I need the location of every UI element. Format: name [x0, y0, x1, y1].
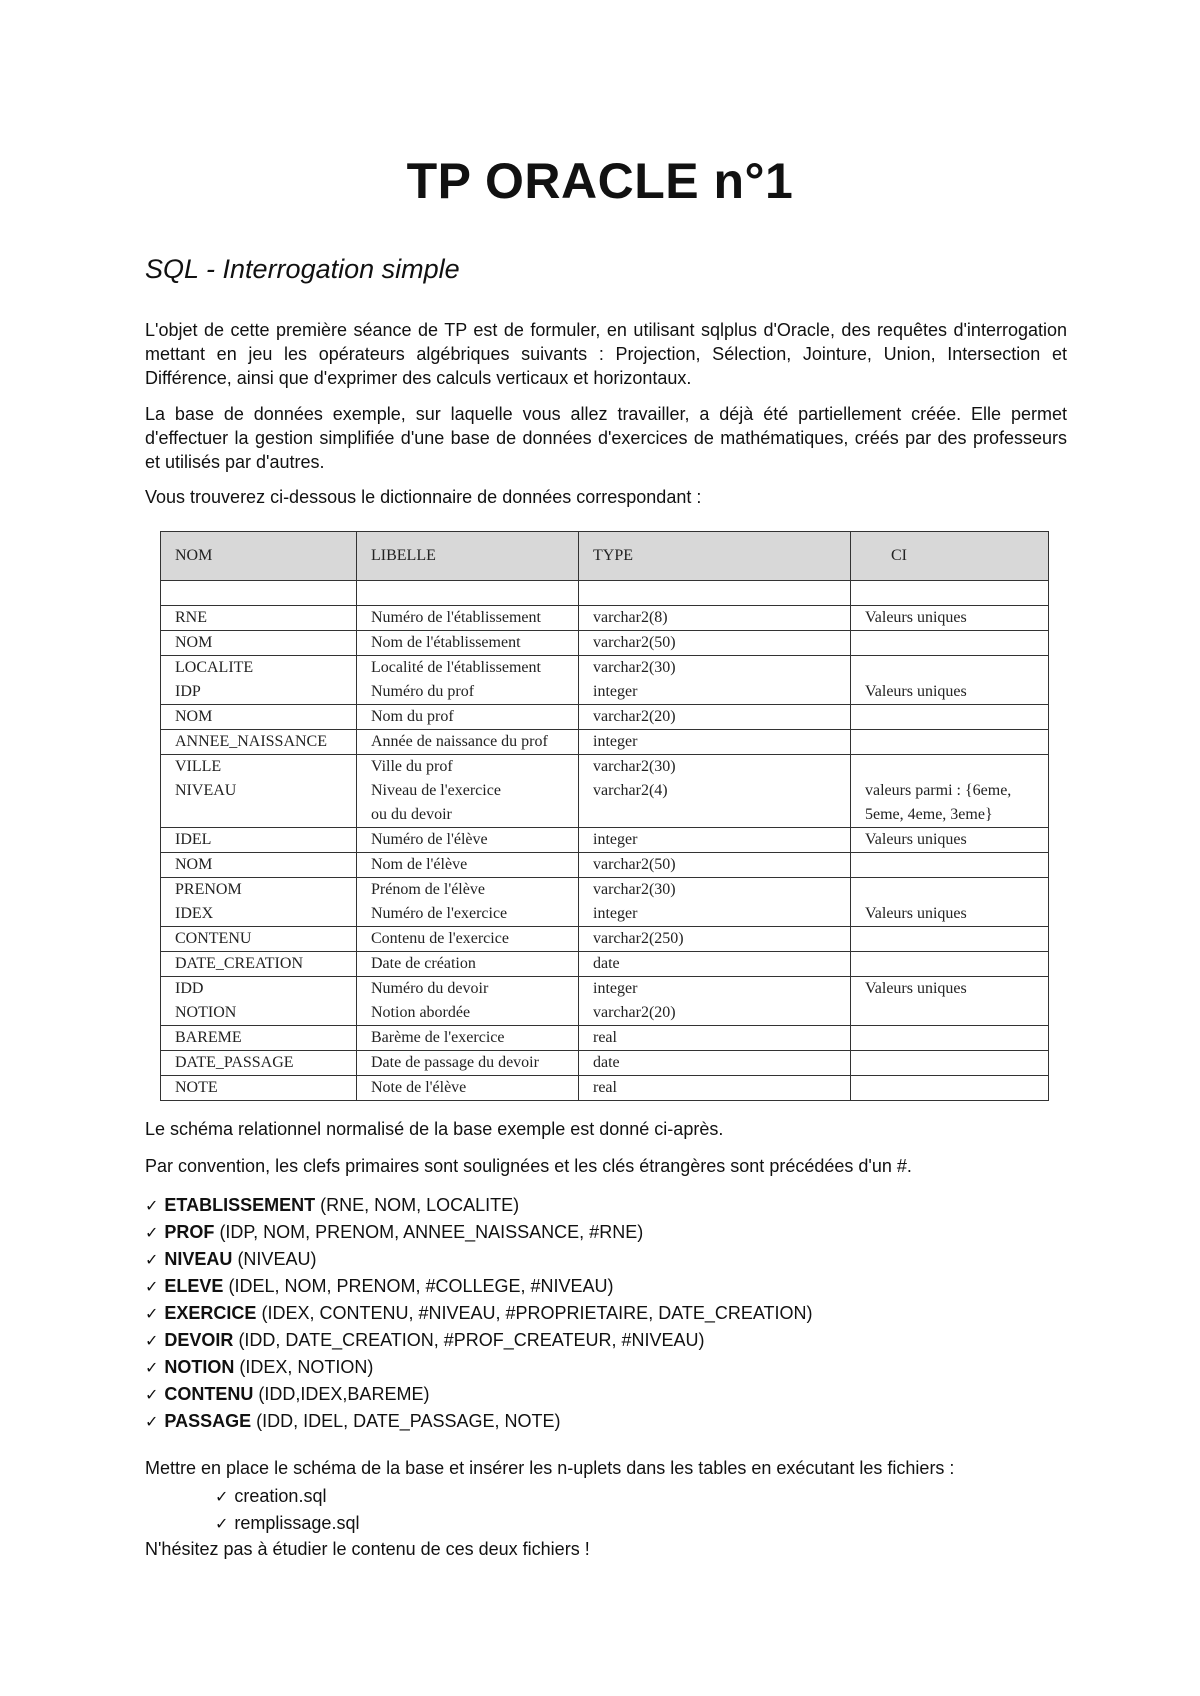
cell-ci [851, 631, 1049, 656]
schema-item [145, 1219, 813, 1246]
table-row [161, 755, 1049, 828]
cell-type: varchar2(30) integer [579, 656, 851, 705]
table-header-row [161, 532, 1049, 581]
cell-libelle: Prénom de l'élève Numéro de l'exercice [357, 878, 579, 927]
sql-file-name: remplissage.sql [234, 1513, 360, 1533]
cell-ci [851, 1026, 1049, 1051]
cell-nom: ANNEE_NAISSANCE [161, 730, 357, 755]
cell-libelle: Localité de l'établissement Numéro du prof [357, 656, 579, 705]
schema-item [145, 1246, 813, 1273]
schema-item [145, 1381, 813, 1408]
schema-item [145, 1273, 813, 1300]
table-attributes: (IDEX, NOTION) [239, 1357, 374, 1377]
cell-nom: BAREME [161, 1026, 357, 1051]
cell-nom: VILLE NIVEAU [161, 755, 357, 828]
checkmark-icon: ✓ [145, 1385, 159, 1404]
cell-libelle: Date de passage du devoir [357, 1051, 579, 1076]
table-name: PASSAGE [164, 1411, 252, 1431]
checkmark-icon: ✓ [145, 1331, 159, 1350]
cell-ci [851, 1051, 1049, 1076]
cell-type: varchar2(20) [579, 705, 851, 730]
database-paragraph: La base de données exemple, sur laquelle vous allez travailler, a déjà été partiellement créée. Elle permet d'effectuer la gestion simplifiée d'une base de données d'exercices de mathématiques, créés par des professeurs et utilisés par d'autres. [145, 404, 1067, 472]
cell-nom: NOM [161, 631, 357, 656]
cell-type: real [579, 1076, 851, 1101]
checkmark-icon: ✓ [145, 1277, 159, 1296]
table-name: DEVOIR [164, 1330, 234, 1350]
cell-libelle: Numéro de l'élève [357, 828, 579, 853]
table-attributes: (IDEX, CONTENU, #NIVEAU, #PROPRIETAIRE, DATE_CREATION) [261, 1303, 813, 1323]
cell-ci: Valeurs uniques [851, 828, 1049, 853]
table-row [161, 878, 1049, 927]
cell-ci: Valeurs uniques [851, 656, 1049, 705]
cell-type: integer varchar2(20) [579, 977, 851, 1026]
checkmark-icon: ✓ [145, 1250, 159, 1269]
checkmark-icon: ✓ [145, 1358, 159, 1377]
cell-nom: IDD NOTION [161, 977, 357, 1026]
table-row [161, 730, 1049, 755]
table-attributes: (NIVEAU) [237, 1249, 317, 1269]
cell-ci [851, 927, 1049, 952]
checkmark-icon: ✓ [145, 1223, 159, 1242]
cell-libelle: Contenu de l'exercice [357, 927, 579, 952]
cell-libelle: Nom de l'élève [357, 853, 579, 878]
cell-nom: RNE [161, 606, 357, 631]
table-row [161, 705, 1049, 730]
table-row [161, 656, 1049, 705]
cell-nom: LOCALITE IDP [161, 656, 357, 705]
table-name: ELEVE [164, 1276, 224, 1296]
sql-file-name: creation.sql [234, 1486, 327, 1506]
closing-note: N'hésitez pas à étudier le contenu de ces deux fichiers ! [145, 1539, 590, 1559]
schema-item [145, 1354, 813, 1381]
cell-ci [851, 952, 1049, 977]
table-name: EXERCICE [164, 1303, 257, 1323]
cell-type: varchar2(8) [579, 606, 851, 631]
checkmark-icon: ✓ [215, 1514, 229, 1533]
cell-nom: NOTE [161, 1076, 357, 1101]
page-title: TP ORACLE n°1 [406, 153, 794, 209]
cell-ci: Valeurs uniques [851, 878, 1049, 927]
table-spacer-row [161, 581, 1049, 606]
checkmark-icon: ✓ [215, 1487, 229, 1506]
cell-libelle: Numéro du devoir Notion abordée [357, 977, 579, 1026]
table-name: NOTION [164, 1357, 235, 1377]
cell-type: date [579, 952, 851, 977]
table-attributes: (IDD, IDEL, DATE_PASSAGE, NOTE) [256, 1411, 561, 1431]
cell-type: integer [579, 730, 851, 755]
table-row [161, 1051, 1049, 1076]
table-row [161, 606, 1049, 631]
cell-ci [851, 730, 1049, 755]
table-attributes: (IDP, NOM, PRENOM, ANNEE_NAISSANCE, #RNE) [219, 1222, 644, 1242]
checkmark-icon: ✓ [145, 1304, 159, 1323]
table-name: CONTENU [164, 1384, 254, 1404]
cell-type: real [579, 1026, 851, 1051]
table-attributes: (IDD, DATE_CREATION, #PROF_CREATEUR, #NIVEAU) [238, 1330, 705, 1350]
data-dictionary-table [160, 531, 1049, 1101]
table-row [161, 1076, 1049, 1101]
cell-libelle: Note de l'élève [357, 1076, 579, 1101]
table-row [161, 1026, 1049, 1051]
cell-nom: CONTENU [161, 927, 357, 952]
table-row [161, 631, 1049, 656]
table-row [161, 977, 1049, 1026]
setup-instructions: Mettre en place le schéma de la base et insérer les n-uplets dans les tables en exécutant les fichiers : [145, 1458, 955, 1478]
schema-item [145, 1327, 813, 1354]
schema-item [145, 1192, 813, 1219]
cell-libelle: Nom du prof [357, 705, 579, 730]
header-type: TYPE [579, 532, 851, 581]
table-attributes: (IDEL, NOM, PRENOM, #COLLEGE, #NIVEAU) [228, 1276, 614, 1296]
intro-paragraph: L'objet de cette première séance de TP est de formuler, en utilisant sqlplus d'Oracle, des requêtes d'interrogation mettant en jeu les opérateurs algébriques suivants : Projection, Sélection, Jointure, Union, Intersection et Différence, ainsi que d'exprimer des calculs verticaux et horizontaux. [145, 320, 1067, 388]
cell-nom: NOM [161, 853, 357, 878]
cell-ci: Valeurs uniques [851, 606, 1049, 631]
table-row [161, 853, 1049, 878]
cell-type: integer [579, 828, 851, 853]
cell-nom: DATE_CREATION [161, 952, 357, 977]
table-row [161, 828, 1049, 853]
cell-ci [851, 705, 1049, 730]
schema-item [145, 1408, 813, 1435]
cell-libelle: Ville du prof Niveau de l'exercice ou du devoir [357, 755, 579, 828]
cell-libelle: Date de création [357, 952, 579, 977]
sql-file-item [215, 1483, 359, 1510]
cell-type: varchar2(30) varchar2(4) [579, 755, 851, 828]
table-attributes: (RNE, NOM, LOCALITE) [320, 1195, 520, 1215]
table-name: NIVEAU [164, 1249, 233, 1269]
table-row [161, 927, 1049, 952]
cell-type: varchar2(30) integer [579, 878, 851, 927]
table-row [161, 952, 1049, 977]
cell-type: varchar2(250) [579, 927, 851, 952]
sql-file-item [215, 1510, 359, 1537]
cell-type: varchar2(50) [579, 853, 851, 878]
cell-type: varchar2(50) [579, 631, 851, 656]
page-subtitle: SQL - Interrogation simple [145, 254, 460, 284]
cell-type: date [579, 1051, 851, 1076]
convention-note: Par convention, les clefs primaires sont soulignées et les clés étrangères sont précédées d'un #. [145, 1156, 912, 1176]
dictionary-intro: Vous trouverez ci-dessous le dictionnaire de données correspondant : [145, 487, 702, 507]
checkmark-icon: ✓ [145, 1412, 159, 1431]
cell-ci [851, 853, 1049, 878]
cell-libelle: Année de naissance du prof [357, 730, 579, 755]
cell-nom: DATE_PASSAGE [161, 1051, 357, 1076]
cell-libelle: Nom de l'établissement [357, 631, 579, 656]
cell-nom: PRENOM IDEX [161, 878, 357, 927]
cell-libelle: Barème de l'exercice [357, 1026, 579, 1051]
relational-schema-list [145, 1192, 813, 1435]
table-attributes: (IDD,IDEX,BAREME) [258, 1384, 430, 1404]
cell-libelle: Numéro de l'établissement [357, 606, 579, 631]
checkmark-icon: ✓ [145, 1196, 159, 1215]
schema-item [145, 1300, 813, 1327]
table-name: ETABLISSEMENT [164, 1195, 316, 1215]
header-nom: NOM [161, 532, 357, 581]
cell-ci: valeurs parmi : {6eme, 5eme, 4eme, 3eme} [851, 755, 1049, 828]
header-ci: CI [851, 532, 1049, 581]
cell-ci: Valeurs uniques [851, 977, 1049, 1026]
table-name: PROF [164, 1222, 215, 1242]
cell-ci [851, 1076, 1049, 1101]
sql-files-list [215, 1483, 359, 1537]
cell-nom: NOM [161, 705, 357, 730]
schema-intro: Le schéma relationnel normalisé de la base exemple est donné ci-après. [145, 1119, 724, 1139]
cell-nom: IDEL [161, 828, 357, 853]
header-libelle: LIBELLE [357, 532, 579, 581]
